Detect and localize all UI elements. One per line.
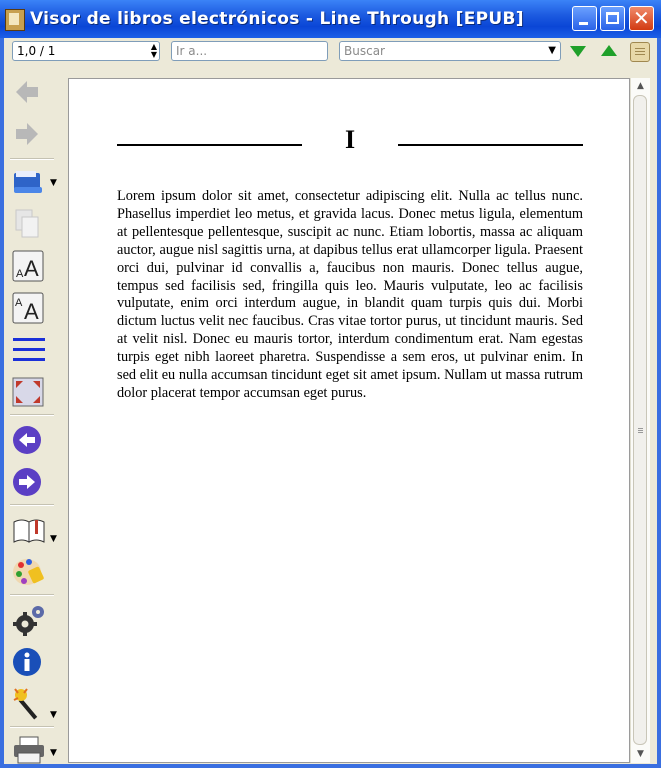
find-previous-icon[interactable] — [601, 45, 617, 56]
printer-icon — [12, 735, 46, 765]
reference-mode-button[interactable] — [12, 686, 52, 722]
book-app-icon — [5, 9, 25, 31]
fullscreen-button[interactable] — [12, 374, 52, 410]
palette-icon — [12, 556, 46, 588]
scroll-icon[interactable] — [630, 42, 650, 62]
lines-icon — [12, 335, 46, 365]
svg-text:A: A — [24, 256, 39, 281]
svg-text:A: A — [15, 297, 23, 309]
spin-arrows-icon[interactable]: ▲ ▼ — [150, 42, 157, 59]
left-toolbar — [4, 68, 62, 764]
open-book-button[interactable] — [12, 164, 52, 200]
goto-input[interactable] — [171, 41, 328, 61]
copy-button[interactable] — [12, 206, 52, 242]
gear-icon — [12, 603, 46, 637]
chevron-down-icon[interactable]: ▼ — [50, 710, 57, 720]
separator — [10, 594, 54, 596]
scroll-down-arrow-icon[interactable]: ▼ — [637, 749, 644, 759]
toc-button[interactable] — [12, 332, 52, 368]
info-icon — [12, 647, 42, 677]
title-bar[interactable] — [0, 0, 661, 38]
separator — [10, 158, 54, 160]
maximize-button[interactable] — [600, 6, 625, 31]
position-value: 1,0 / 1 — [17, 44, 56, 58]
goto-placeholder: Ir a... — [176, 44, 208, 58]
font-smaller-button[interactable] — [12, 290, 52, 326]
body-paragraph: Lorem ipsum dolor sit amet, consectetur adipiscing elit. Nulla ac tellus nunc. Phasellus imperdiet leo metus, et gravida lacus. Donec metus ligula, elementum at pellentesque pellentesque, suscipit ac nunc. Etiam lobortis, massa ac aliquam auctor, augue nisl sagittis urna, at dapibus tellus erat ullamcorper ligula. Praesent orci dui, pulvinar id convallis a, faucibus non mauris. Donec tellus augue, tempus sed facilisis sed, fringilla quis leo. Mauris vulputate, leo ac facilisis vulputate, enim orci interdum augue, in blandit quam turpis quis dui. Morbi dictum luctus velit nec faucibus. Cras vitae tortor purus, ut tincidunt mauris. Sed at velit nisl. Donec eu mauris tortor, interdum condimentum erat. Nam egestas turpis eget nibh laoreet pharetra. Suspendisse a sem eros, ut pulvinar enim. In sed elit eu nulla accumsan tincidunt eget sit amet ipsum. Nullam ut massa rutrum dolor placerat tempor accumsan eget purus. — [117, 188, 583, 401]
close-icon: ✕ — [633, 6, 650, 30]
metadata-button[interactable] — [12, 644, 52, 680]
previous-page-button[interactable] — [12, 422, 52, 458]
top-toolbar — [4, 38, 657, 66]
font-larger-button[interactable] — [12, 248, 52, 284]
search-placeholder: Buscar — [344, 44, 385, 58]
chevron-down-icon[interactable]: ▼ — [50, 534, 57, 544]
find-next-icon[interactable] — [570, 46, 586, 57]
scroll-thumb[interactable] — [633, 95, 647, 745]
book-view[interactable] — [68, 78, 630, 763]
minimize-button[interactable] — [572, 6, 597, 31]
grip-icon — [638, 428, 643, 429]
open-folder-icon — [12, 167, 44, 197]
left-arrow-icon — [12, 77, 42, 107]
chapter-header — [117, 125, 583, 159]
search-combobox[interactable] — [339, 41, 561, 61]
next-page-button[interactable] — [12, 464, 52, 500]
print-button[interactable] — [12, 732, 52, 768]
scroll-up-arrow-icon[interactable]: ▲ — [637, 81, 644, 91]
window-title: Visor de libros electrónicos - Line Through [EPUB] — [30, 9, 524, 29]
heading-rule-right — [398, 144, 583, 146]
right-arrow-icon — [12, 119, 42, 149]
separator — [10, 504, 54, 506]
chevron-down-icon[interactable]: ▼ — [50, 748, 57, 758]
chevron-down-icon[interactable]: ▼ — [50, 178, 57, 188]
fullscreen-icon — [12, 377, 44, 407]
back-button[interactable] — [12, 74, 52, 110]
font-larger-icon — [12, 250, 44, 282]
separator — [10, 414, 54, 416]
circle-right-icon — [12, 467, 42, 497]
separator — [10, 726, 54, 728]
maximize-icon — [606, 12, 619, 24]
svg-text:A: A — [16, 268, 24, 280]
close-button[interactable] — [629, 6, 654, 31]
chapter-heading: I — [344, 125, 356, 154]
circle-left-icon — [12, 425, 42, 455]
minimize-icon — [579, 22, 588, 25]
book-icon — [12, 516, 46, 544]
preferences-button[interactable] — [12, 602, 52, 638]
chevron-down-icon[interactable]: ▼ — [548, 45, 556, 56]
themes-button[interactable] — [12, 554, 52, 590]
copy-icon — [12, 208, 42, 240]
magic-wand-icon — [12, 687, 46, 721]
bookmarks-button[interactable] — [12, 512, 52, 548]
svg-text:A: A — [24, 299, 39, 324]
position-spinbox[interactable] — [12, 41, 160, 61]
vertical-scrollbar[interactable] — [630, 78, 650, 763]
forward-button[interactable] — [12, 116, 52, 152]
main-area — [4, 38, 657, 764]
font-smaller-icon — [12, 292, 44, 324]
